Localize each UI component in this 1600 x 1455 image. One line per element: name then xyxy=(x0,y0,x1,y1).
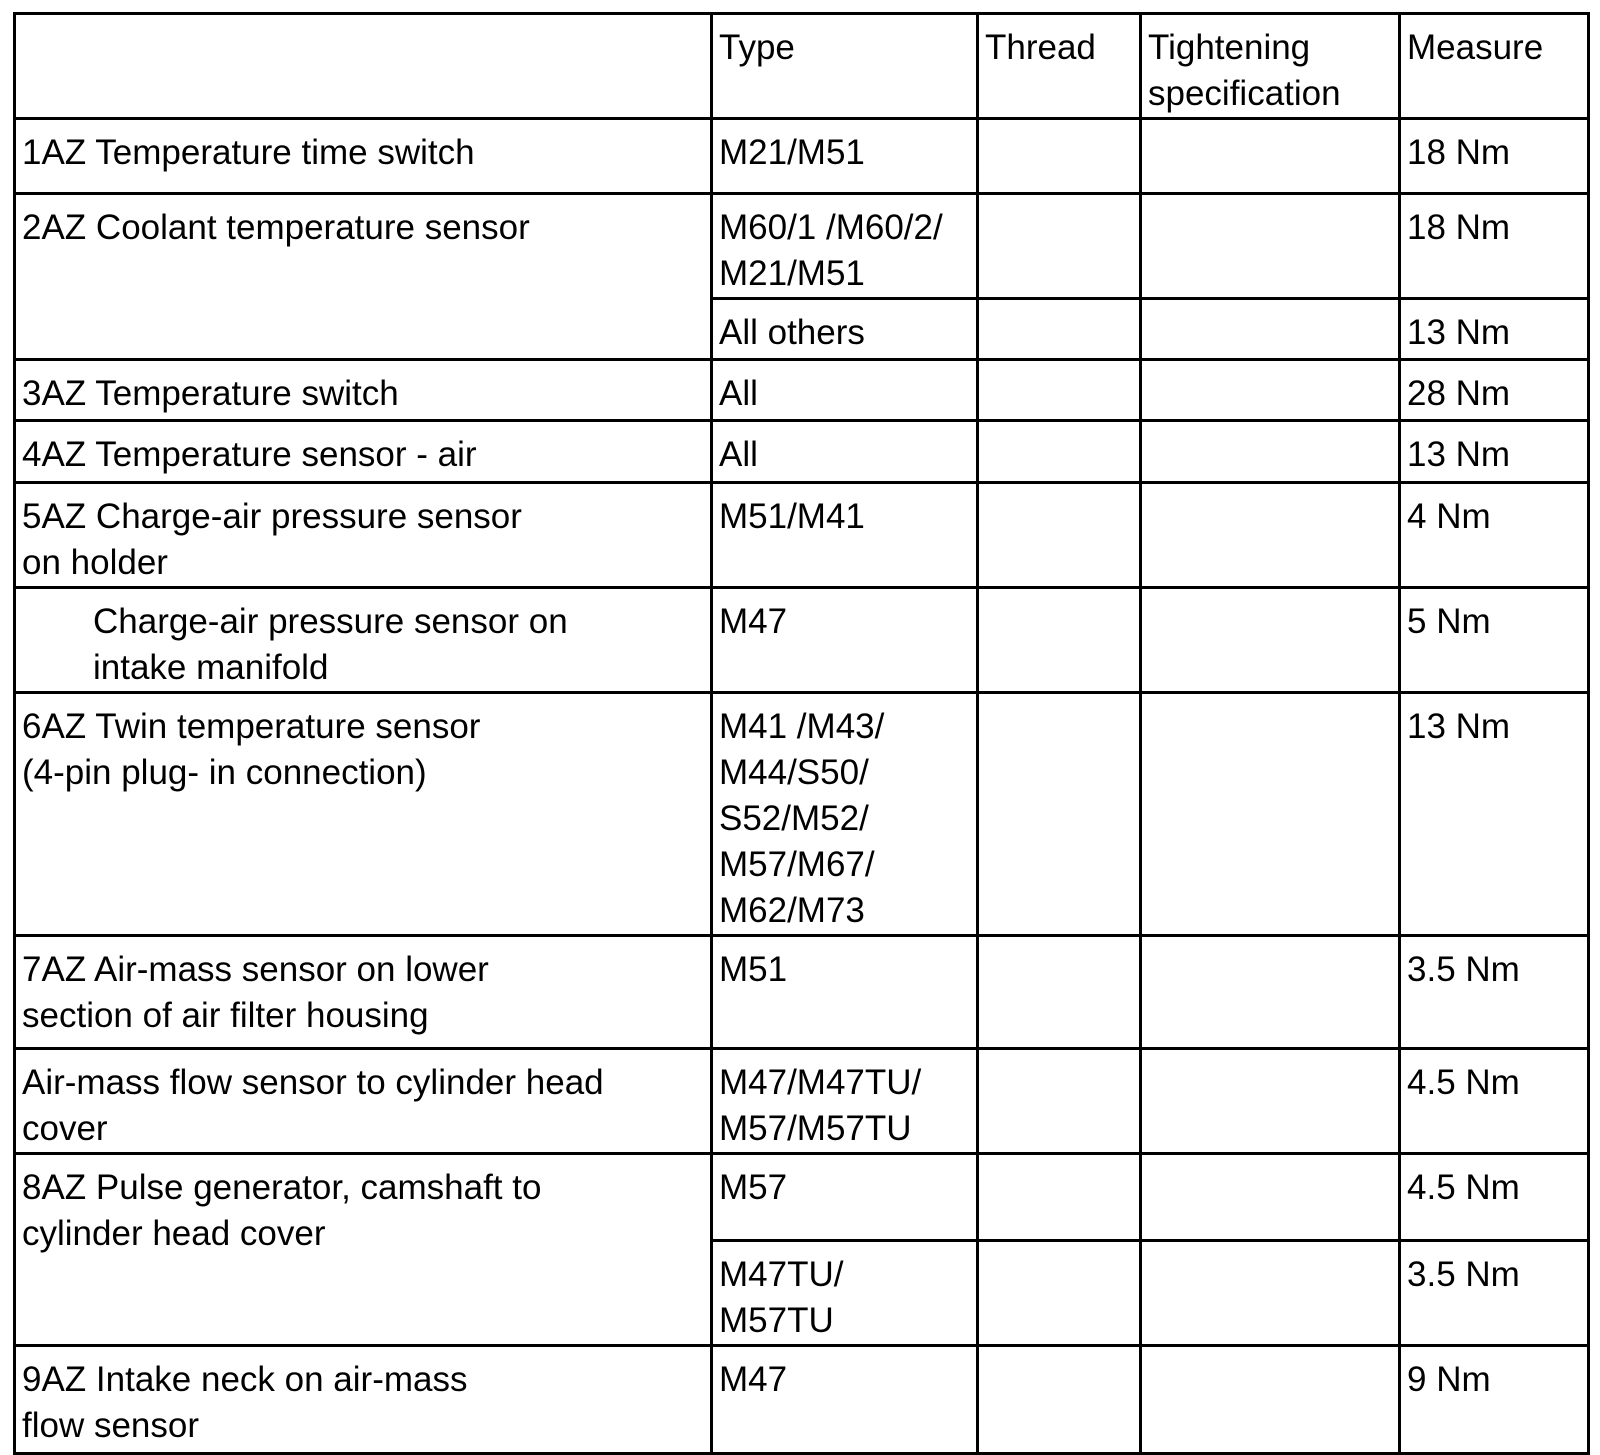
tightening-cell xyxy=(1141,119,1400,194)
header-thread: Thread xyxy=(978,14,1141,119)
component-cell: 3AZ Temperature switch xyxy=(15,360,712,421)
type-cell: All xyxy=(712,360,978,421)
tightening-cell xyxy=(1141,1241,1400,1346)
table-row xyxy=(15,360,1589,421)
type-cell: M51/M41 xyxy=(712,483,978,588)
thread-cell xyxy=(978,1241,1141,1346)
header-row xyxy=(15,14,1589,119)
table-row xyxy=(15,194,1589,299)
thread-cell xyxy=(978,119,1141,194)
table-row xyxy=(15,693,1589,936)
component-cell: 8AZ Pulse generator, camshaft to cylinder head cover xyxy=(15,1154,712,1346)
component-cell: 1AZ Temperature time switch xyxy=(15,119,712,194)
table-row xyxy=(15,483,1589,588)
tightening-cell xyxy=(1141,1346,1400,1454)
component-cell: Charge-air pressure sensor on intake manifold xyxy=(15,588,712,693)
table-row xyxy=(15,119,1589,194)
type-cell: M47 xyxy=(712,588,978,693)
header-tightening-specification: Tightening specification xyxy=(1141,14,1400,119)
measure-cell: 9 Nm xyxy=(1400,1346,1589,1454)
component-cell: Air-mass flow sensor to cylinder head cover xyxy=(15,1049,712,1154)
thread-cell xyxy=(978,588,1141,693)
thread-cell xyxy=(978,421,1141,483)
table-row xyxy=(15,421,1589,483)
tightening-cell xyxy=(1141,936,1400,1049)
component-cell: 6AZ Twin temperature sensor (4-pin plug- in connection) xyxy=(15,693,712,936)
type-cell: M41 /M43/ M44/S50/ S52/M52/ M57/M67/ M62/M73 xyxy=(712,693,978,936)
type-cell: M57 xyxy=(712,1154,978,1241)
measure-cell: 13 Nm xyxy=(1400,693,1589,936)
thread-cell xyxy=(978,1346,1141,1454)
thread-cell xyxy=(978,1154,1141,1241)
tightening-cell xyxy=(1141,1049,1400,1154)
tightening-cell xyxy=(1141,588,1400,693)
type-cell: All xyxy=(712,421,978,483)
tightening-cell xyxy=(1141,693,1400,936)
measure-cell: 3.5 Nm xyxy=(1400,1241,1589,1346)
tightening-cell xyxy=(1141,1154,1400,1241)
tightening-cell xyxy=(1141,483,1400,588)
torque-spec-table xyxy=(13,12,1590,1455)
measure-cell: 13 Nm xyxy=(1400,421,1589,483)
tightening-cell xyxy=(1141,299,1400,360)
type-cell: M60/1 /M60/2/ M21/M51 xyxy=(712,194,978,299)
tightening-cell xyxy=(1141,194,1400,299)
measure-cell: 28 Nm xyxy=(1400,360,1589,421)
table-row xyxy=(15,1049,1589,1154)
thread-cell xyxy=(978,1049,1141,1154)
thread-cell xyxy=(978,693,1141,936)
component-cell: 5AZ Charge-air pressure sensor on holder xyxy=(15,483,712,588)
type-cell: M21/M51 xyxy=(712,119,978,194)
thread-cell xyxy=(978,194,1141,299)
type-cell: M47/M47TU/ M57/M57TU xyxy=(712,1049,978,1154)
component-cell: 4AZ Temperature sensor - air xyxy=(15,421,712,483)
measure-cell: 18 Nm xyxy=(1400,119,1589,194)
measure-cell: 4.5 Nm xyxy=(1400,1154,1589,1241)
measure-cell: 13 Nm xyxy=(1400,299,1589,360)
component-cell: 2AZ Coolant temperature sensor xyxy=(15,194,712,360)
table-row xyxy=(15,936,1589,1049)
measure-cell: 4.5 Nm xyxy=(1400,1049,1589,1154)
header-measure: Measure xyxy=(1400,14,1589,119)
type-cell: M51 xyxy=(712,936,978,1049)
measure-cell: 18 Nm xyxy=(1400,194,1589,299)
type-cell: M47 xyxy=(712,1346,978,1454)
measure-cell: 3.5 Nm xyxy=(1400,936,1589,1049)
thread-cell xyxy=(978,483,1141,588)
tightening-cell xyxy=(1141,421,1400,483)
header-component xyxy=(15,14,712,119)
component-cell: 7AZ Air-mass sensor on lower section of air filter housing xyxy=(15,936,712,1049)
measure-cell: 4 Nm xyxy=(1400,483,1589,588)
table-row xyxy=(15,588,1589,693)
header-type: Type xyxy=(712,14,978,119)
type-cell: All others xyxy=(712,299,978,360)
type-cell: M47TU/ M57TU xyxy=(712,1241,978,1346)
table-row xyxy=(15,1346,1589,1454)
table-row xyxy=(15,1154,1589,1241)
tightening-cell xyxy=(1141,360,1400,421)
thread-cell xyxy=(978,299,1141,360)
measure-cell: 5 Nm xyxy=(1400,588,1589,693)
thread-cell xyxy=(978,360,1141,421)
thread-cell xyxy=(978,936,1141,1049)
component-cell: 9AZ Intake neck on air-mass flow sensor xyxy=(15,1346,712,1454)
